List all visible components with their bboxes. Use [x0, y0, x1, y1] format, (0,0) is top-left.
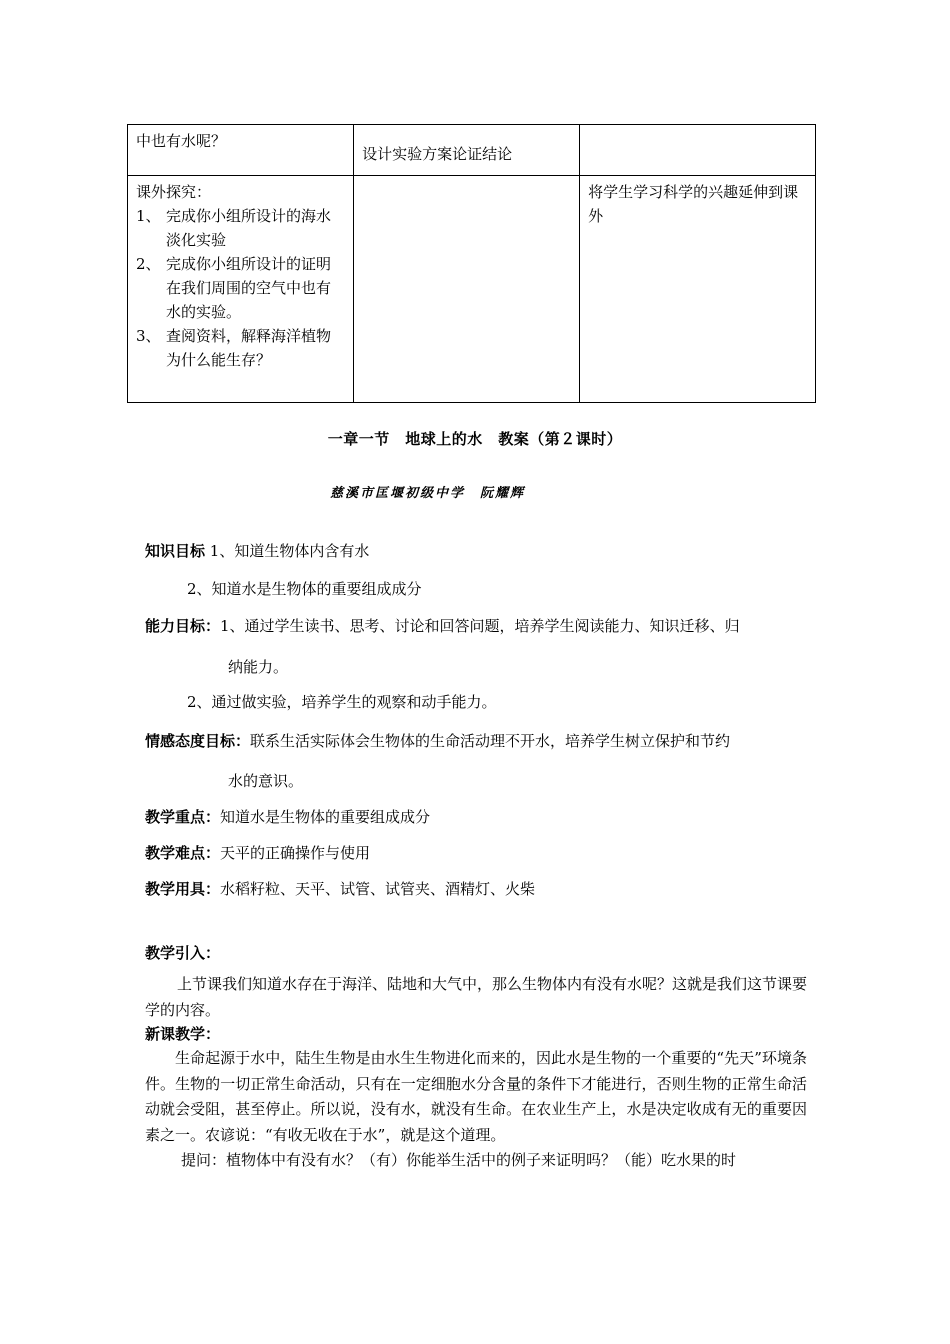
section-text: 知道水是生物体的重要组成成分 [220, 808, 431, 826]
list-number: 3、 [136, 327, 161, 345]
goal-text: 1、知道生物体内含有水 [205, 542, 370, 560]
ability-goal [145, 615, 740, 636]
ability-goal-item: 2、通过做实验，培养学生的观察和动手能力。 [187, 693, 497, 711]
intro-paragraph [145, 972, 807, 1023]
goal-text: 联系生活实际体会生物体的生命活动理不开水，培养学生树立保护和节约 [250, 732, 731, 750]
ability-goal-continued: 纳能力。 [228, 658, 289, 676]
section-label: 教学重点： [145, 808, 221, 826]
list-text: 查阅资料，解释海洋植物为什么能生存？ [166, 327, 332, 369]
teaching-tools [145, 878, 535, 899]
section-label: 情感态度目标： [145, 732, 251, 750]
section-label: 教学用具： [145, 880, 221, 898]
section-label: 能力目标： [145, 617, 221, 635]
cell-text: 设计实验方案论证结论 [362, 145, 513, 163]
table-cell [580, 125, 816, 176]
table-row [128, 176, 816, 403]
key-point [145, 806, 430, 827]
table-row [128, 125, 816, 176]
task-list [136, 204, 345, 372]
question-text: 提问：植物体中有没有水？（有）你能举生活中的例子来证明吗？（能）吃水果的时 [181, 1151, 737, 1169]
paragraph-text: 生命起源于水中，陆生生物是由水生生物进化而来的，因此水是生物的一个重要的“先天”环境条件。生物的一切正常生命活动，只有在一定细胞水分含量的条件下才能进行，否则生物的正常生命活动就会受阻，甚至停止。所以说，没有水，就没有生命。在农业生产上，水是决定收成有无的重要因素之一。农谚说：“有收无收在于水”，就是这个道理。 [145, 1049, 807, 1144]
table-cell [354, 125, 580, 176]
section-text: 天平的正确操作与使用 [220, 844, 371, 862]
list-item [136, 324, 345, 372]
list-item [136, 252, 345, 324]
new-lesson-paragraph [145, 1046, 807, 1174]
document-title: 一章一节 地球上的水 教案（第２课时） [327, 430, 623, 448]
list-item [136, 204, 345, 252]
intro-heading: 教学引入： [145, 944, 221, 962]
cell-heading: 课外探究： [136, 183, 212, 201]
emotion-goal [145, 730, 730, 751]
new-lesson-heading: 新课教学： [145, 1025, 221, 1043]
table-cell [580, 176, 816, 403]
knowledge-goal-item: 2、知道水是生物体的重要组成成分 [187, 580, 422, 598]
author-line: 慈溪市匡堰初级中学 阮耀辉 [330, 486, 526, 501]
list-number: 2、 [136, 255, 161, 273]
section-text: 水稻籽粒、天平、试管、试管夹、酒精灯、火柴 [220, 880, 536, 898]
knowledge-goal [145, 540, 369, 561]
table-cell [354, 176, 580, 403]
list-number: 1、 [136, 207, 161, 225]
difficulty [145, 842, 370, 863]
cell-text: 中也有水呢？ [136, 132, 227, 150]
goal-text: 1、通过学生读书、思考、讨论和回答问题，培养学生阅读能力、知识迁移、归 [220, 617, 740, 635]
list-text: 完成你小组所设计的证明在我们周围的空气中也有水的实验。 [166, 255, 332, 321]
lesson-table [127, 124, 816, 403]
list-text: 完成你小组所设计的海水淡化实验 [166, 207, 332, 249]
section-label: 教学难点： [145, 844, 221, 862]
cell-text: 将学生学习科学的兴趣延伸到课外 [588, 183, 799, 225]
section-label: 知识目标 [145, 542, 206, 560]
table-cell [128, 176, 354, 403]
table-cell [128, 125, 354, 176]
emotion-goal-continued: 水的意识。 [228, 772, 304, 790]
paragraph-text: 上节课我们知道水存在于海洋、陆地和大气中，那么生物体内有没有水呢？这就是我们这节课要学的内容。 [145, 975, 808, 1019]
